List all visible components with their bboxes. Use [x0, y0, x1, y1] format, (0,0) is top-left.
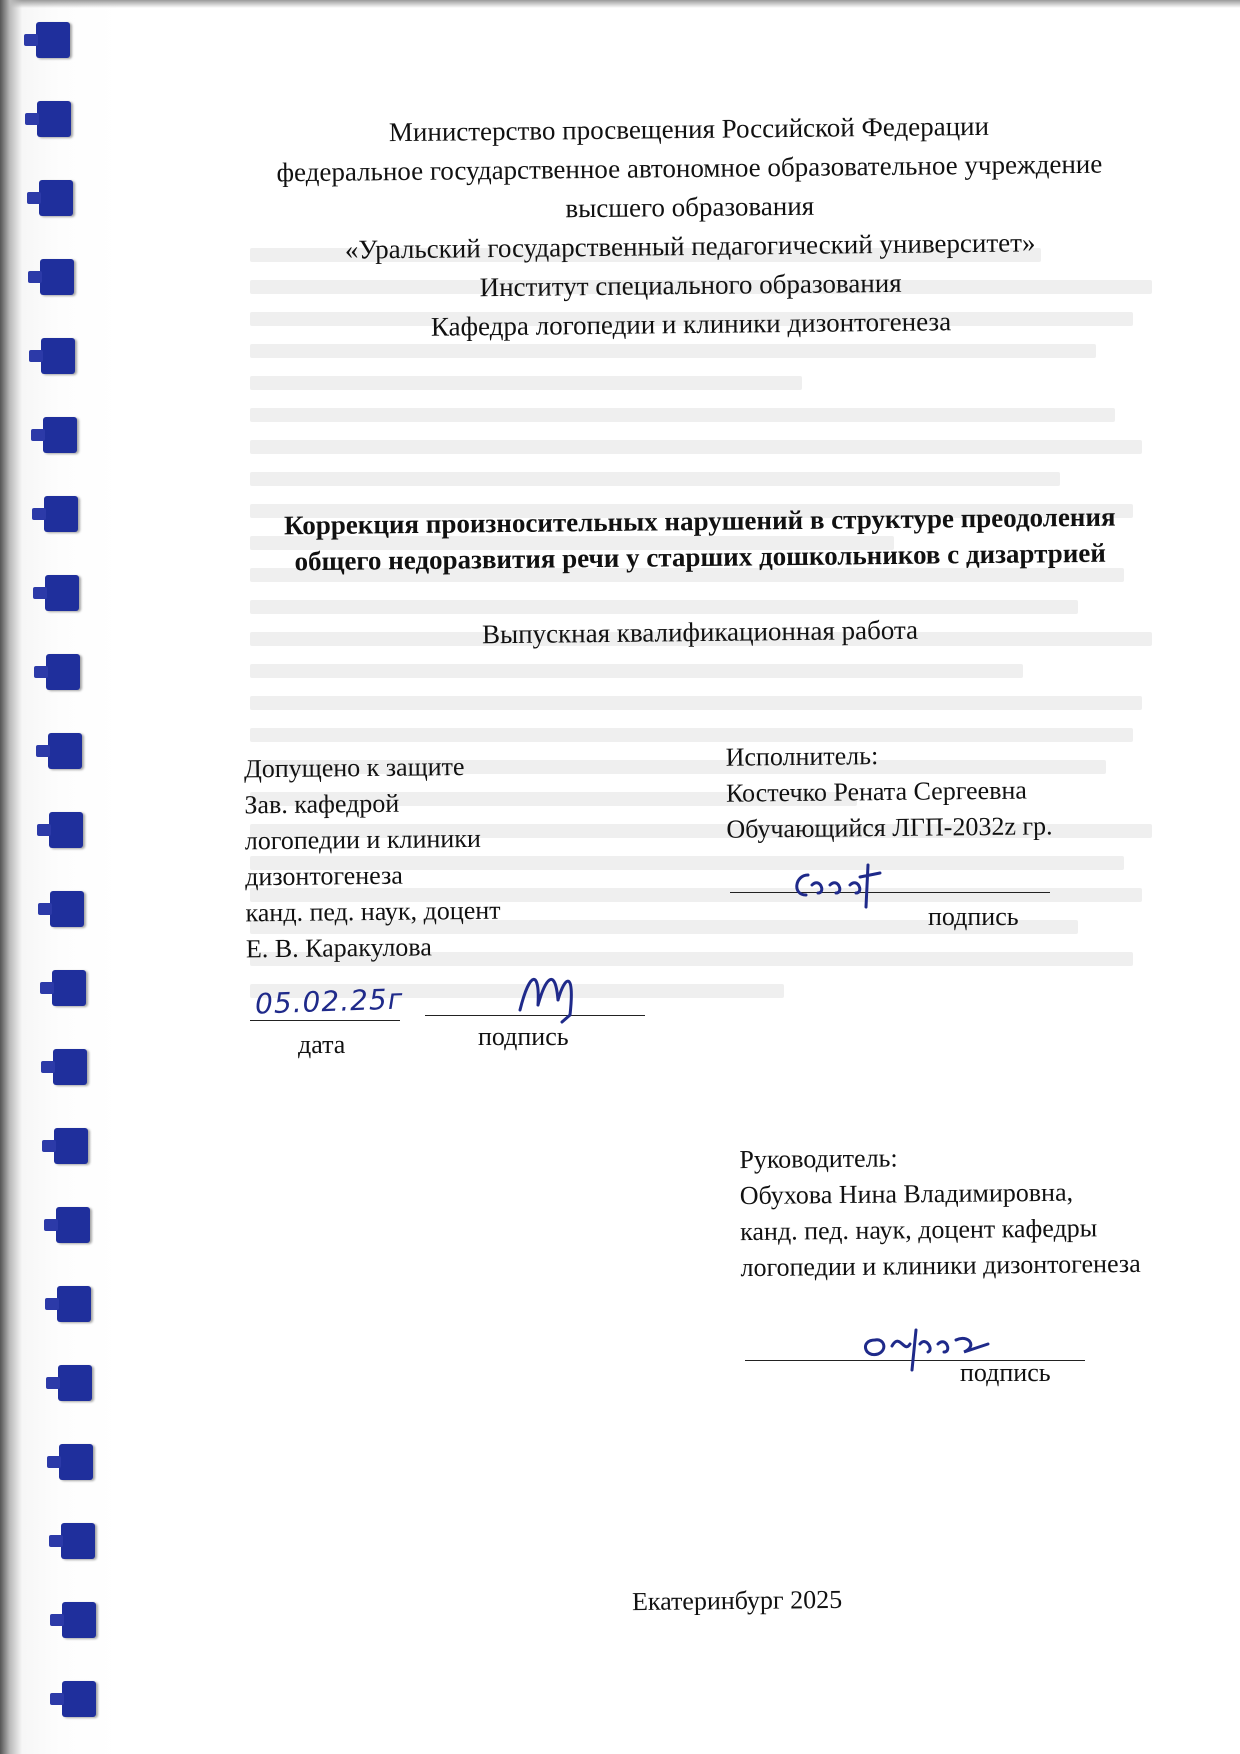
admission-line: дизонтогенеза: [245, 860, 403, 892]
binding-ring: [36, 22, 70, 58]
binding-ring: [48, 733, 82, 769]
binding-ring: [57, 1286, 91, 1322]
header-line-institute: Институт специального образования: [479, 267, 902, 303]
handwritten-date: 05.02.25г: [254, 982, 404, 1021]
header-line-ministry: Министерство просвещения Российской Федерации: [388, 110, 990, 148]
binding-ring: [50, 891, 84, 927]
binding-ring: [44, 496, 78, 532]
binding-ring: [37, 101, 71, 137]
binding-ring: [62, 1681, 96, 1717]
supervisor-line: Руководитель:: [739, 1143, 898, 1175]
spiral-binding: [0, 0, 90, 1754]
admission-line: Зав. кафедрой: [244, 788, 400, 820]
work-type: Выпускная квалификационная работа: [481, 614, 919, 650]
supervisor-line: канд. пед. наук, доцент кафедры: [740, 1213, 1098, 1247]
scan-top-shadow: [0, 0, 1240, 8]
executor-signature-label: подпись: [928, 902, 1019, 931]
binding-ring: [59, 1444, 93, 1480]
binding-ring: [40, 259, 74, 295]
binding-ring: [49, 812, 83, 848]
binding-ring: [58, 1365, 92, 1401]
supervisor-block: [739, 1138, 1141, 1286]
date-line: [250, 1020, 400, 1021]
binding-ring: [56, 1207, 90, 1243]
head-signature-mark: [510, 960, 590, 1030]
supervisor-signature-label: подпись: [960, 1358, 1051, 1387]
supervisor-line: логопедии и клиники дизонтогенеза: [740, 1248, 1141, 1283]
executor-line: Костечко Рената Сергеевна: [725, 775, 1028, 808]
header-line-institution-type: федеральное государственное автономное образовательное учреждение: [276, 148, 1103, 188]
binding-ring: [61, 1523, 95, 1559]
date-label: дата: [298, 1030, 346, 1059]
binding-ring: [52, 970, 86, 1006]
binding-ring: [41, 338, 75, 374]
executor-line: Обучающийся ЛГП-2032z гр.: [726, 811, 1053, 844]
admission-line: Е. В. Каракулова: [245, 932, 432, 964]
binding-ring: [45, 575, 79, 611]
thesis-title-line-2: общего недоразвития речи у старших дошкольников с дизартрией: [294, 537, 1106, 577]
binding-ring: [43, 417, 77, 453]
head-signature-label: подпись: [478, 1022, 569, 1051]
header-line-university: «Уральский государственный педагогический университет»: [344, 227, 1036, 265]
executor-line: Исполнитель:: [725, 741, 879, 772]
header-line-education-level: высшего образования: [565, 190, 815, 224]
admission-block: [244, 749, 501, 968]
city-year: Екатеринбург 2025: [631, 1584, 843, 1617]
header-line-department: Кафедра логопедии и клиники дизонтогенеза: [430, 306, 952, 342]
executor-signature-line: [730, 892, 1050, 893]
supervisor-signature-mark: [860, 1310, 1000, 1390]
admission-line: логопедии и клиники: [244, 823, 481, 856]
binding-ring: [53, 1049, 87, 1085]
admission-line: Допущено к защите: [243, 752, 465, 784]
institution-header: [229, 105, 1151, 349]
thesis-title: [240, 498, 1161, 580]
executor-signature-mark: [790, 855, 890, 915]
thesis-title-line-1: Коррекция произносительных нарушений в структуре преодоления: [283, 501, 1116, 541]
admission-line: канд. пед. наук, доцент: [245, 895, 501, 928]
binding-ring: [39, 180, 73, 216]
binding-ring: [54, 1128, 88, 1164]
binding-ring: [62, 1602, 96, 1638]
supervisor-line: Обухова Нина Владимировна,: [739, 1177, 1074, 1211]
executor-block: [725, 736, 1052, 847]
binding-ring: [46, 654, 80, 690]
